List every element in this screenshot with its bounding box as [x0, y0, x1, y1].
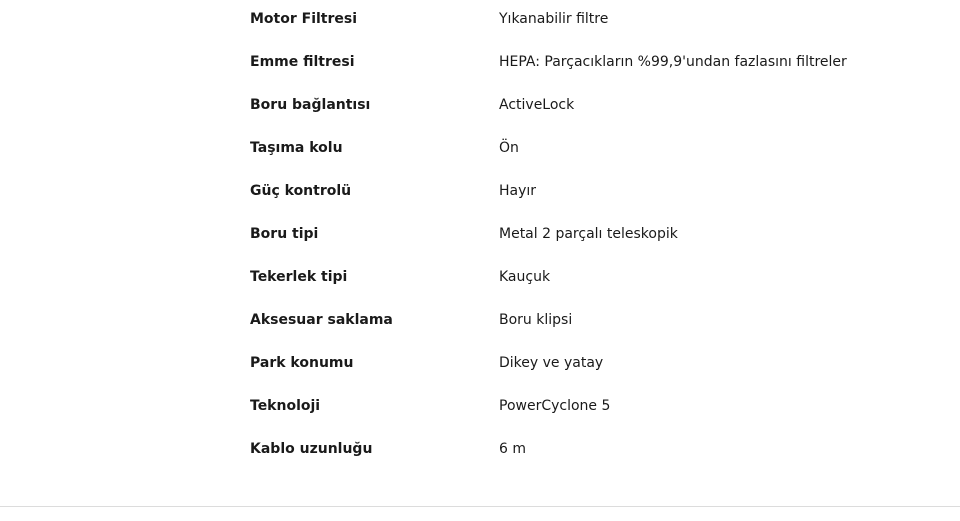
spec-label: Teknoloji	[250, 398, 321, 414]
spec-label: Taşıma kolu	[250, 140, 343, 156]
spec-value: 6 m	[499, 441, 526, 457]
spec-label: Tekerlek tipi	[250, 269, 348, 285]
spec-label: Park konumu	[250, 355, 354, 371]
spec-row-tube-connection	[250, 86, 890, 129]
spec-value: Ön	[499, 140, 519, 156]
spec-label: Boru tipi	[250, 226, 319, 242]
section-divider	[0, 506, 960, 507]
spec-value: Metal 2 parçalı teleskopik	[499, 226, 678, 242]
spec-row-suction-filter	[250, 43, 890, 86]
spec-row-power-control	[250, 172, 890, 215]
spec-label: Aksesuar saklama	[250, 312, 393, 328]
spec-label: Emme filtresi	[250, 54, 355, 70]
spec-value: HEPA: Parçacıkların %99,9'undan fazlasını filtreler	[499, 54, 847, 70]
spec-row-tube-type	[250, 215, 890, 258]
spec-label: Boru bağlantısı	[250, 97, 371, 113]
spec-row-parking-position	[250, 344, 890, 387]
specifications-table	[250, 0, 890, 473]
spec-row-accessory-storage	[250, 301, 890, 344]
spec-row-wheel-type	[250, 258, 890, 301]
spec-value: PowerCyclone 5	[499, 398, 611, 414]
spec-row-motor-filter	[250, 0, 890, 43]
spec-row-carry-handle	[250, 129, 890, 172]
spec-value: Hayır	[499, 183, 537, 199]
spec-value: Dikey ve yatay	[499, 355, 604, 371]
spec-value: Boru klipsi	[499, 312, 573, 328]
spec-value: Kauçuk	[499, 269, 551, 285]
spec-label: Güç kontrolü	[250, 183, 352, 199]
spec-row-technology	[250, 387, 890, 430]
spec-label: Motor Filtresi	[250, 11, 358, 27]
spec-value: Yıkanabilir filtre	[499, 11, 609, 27]
spec-label: Kablo uzunluğu	[250, 441, 373, 457]
spec-value: ActiveLock	[499, 97, 575, 113]
spec-row-cable-length	[250, 430, 890, 473]
